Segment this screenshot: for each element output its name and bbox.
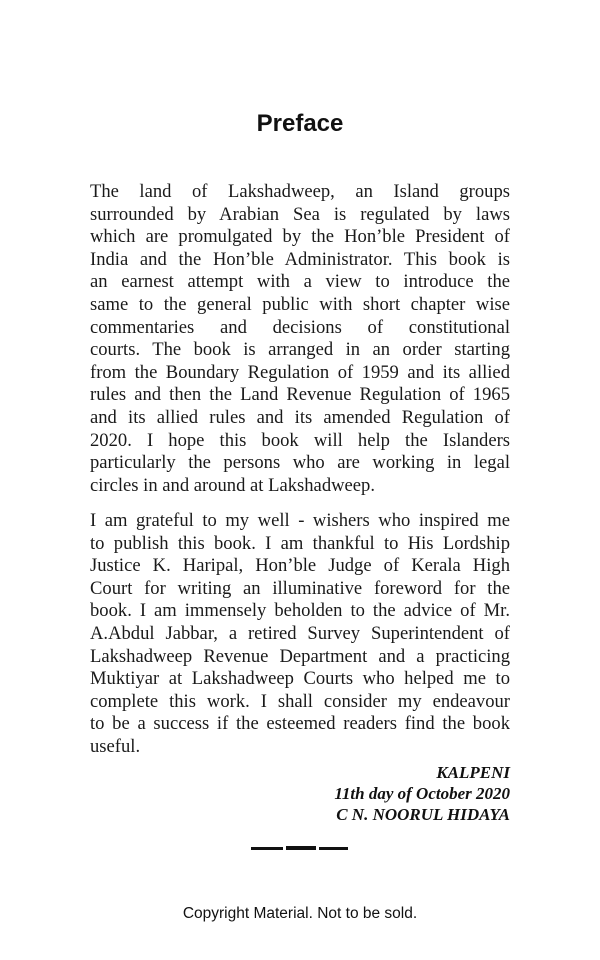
text-line: Lakshadweep Revenue Department and a practicing bbox=[90, 645, 510, 667]
divider-dash bbox=[319, 847, 348, 850]
text-line: Court for writing an illuminative foreword for the bbox=[90, 577, 510, 599]
text-line: Justice K. Haripal, Hon’ble Judge of Kerala High bbox=[90, 555, 510, 577]
text-line: courts. The book is arranged in an order starting bbox=[90, 339, 510, 361]
section-divider bbox=[251, 846, 348, 850]
text-line: I am grateful to my well - wishers who inspired me bbox=[90, 510, 510, 531]
text-line: book. I am immensely beholden to the advice of Mr. bbox=[90, 600, 510, 622]
text-line: commentaries and decisions of constitutional bbox=[90, 316, 510, 338]
text-line: which are promulgated by the Hon’ble President of bbox=[90, 226, 510, 248]
signature-place: KALPENI bbox=[436, 763, 510, 782]
divider-dash bbox=[286, 846, 316, 850]
copyright-footer: Copyright Material. Not to be sold. bbox=[182, 905, 418, 922]
signature-author: C N. NOORUL HIDAYA bbox=[336, 805, 510, 824]
text-line: India and the Hon’ble Administrator. This book is bbox=[90, 248, 510, 270]
signature-block bbox=[334, 762, 510, 825]
text-line: to publish this book. I am thankful to His Lordship bbox=[90, 532, 510, 554]
text-line: from the Boundary Regulation of 1959 and its allied bbox=[90, 361, 510, 383]
page-title: Preface bbox=[256, 110, 344, 137]
text-line: same to the general public with short chapter wise bbox=[90, 293, 510, 315]
text-line: to be a success if the esteemed readers find the book bbox=[90, 713, 510, 735]
text-line: Muktiyar at Lakshadweep Courts who helped me to bbox=[90, 668, 510, 690]
text-line: particularly the persons who are working in legal bbox=[90, 452, 510, 474]
text-line: rules and then the Land Revenue Regulation of 1965 bbox=[90, 384, 510, 406]
text-line: and its allied rules and its amended Regulation of bbox=[90, 406, 510, 428]
signature-date: 11th day of October 2020 bbox=[334, 784, 510, 803]
text-line: useful. bbox=[90, 735, 141, 757]
text-line: 2020. I hope this book will help the Islanders bbox=[90, 429, 510, 451]
text-line: The land of Lakshadweep, an Island groups bbox=[90, 181, 510, 202]
text-line: an earnest attempt with a view to introduce the bbox=[90, 271, 510, 293]
preface-paragraph-1 bbox=[90, 181, 510, 497]
preface-paragraph-2 bbox=[90, 510, 510, 759]
text-line: circles in and around at Lakshadweep. bbox=[90, 474, 375, 496]
text-line: A.Abdul Jabbar, a retired Survey Superintendent of bbox=[90, 622, 510, 644]
text-line: complete this work. I shall consider my endeavour bbox=[90, 690, 510, 712]
divider-dash bbox=[251, 847, 283, 850]
text-line: surrounded by Arabian Sea is regulated by laws bbox=[90, 203, 510, 225]
